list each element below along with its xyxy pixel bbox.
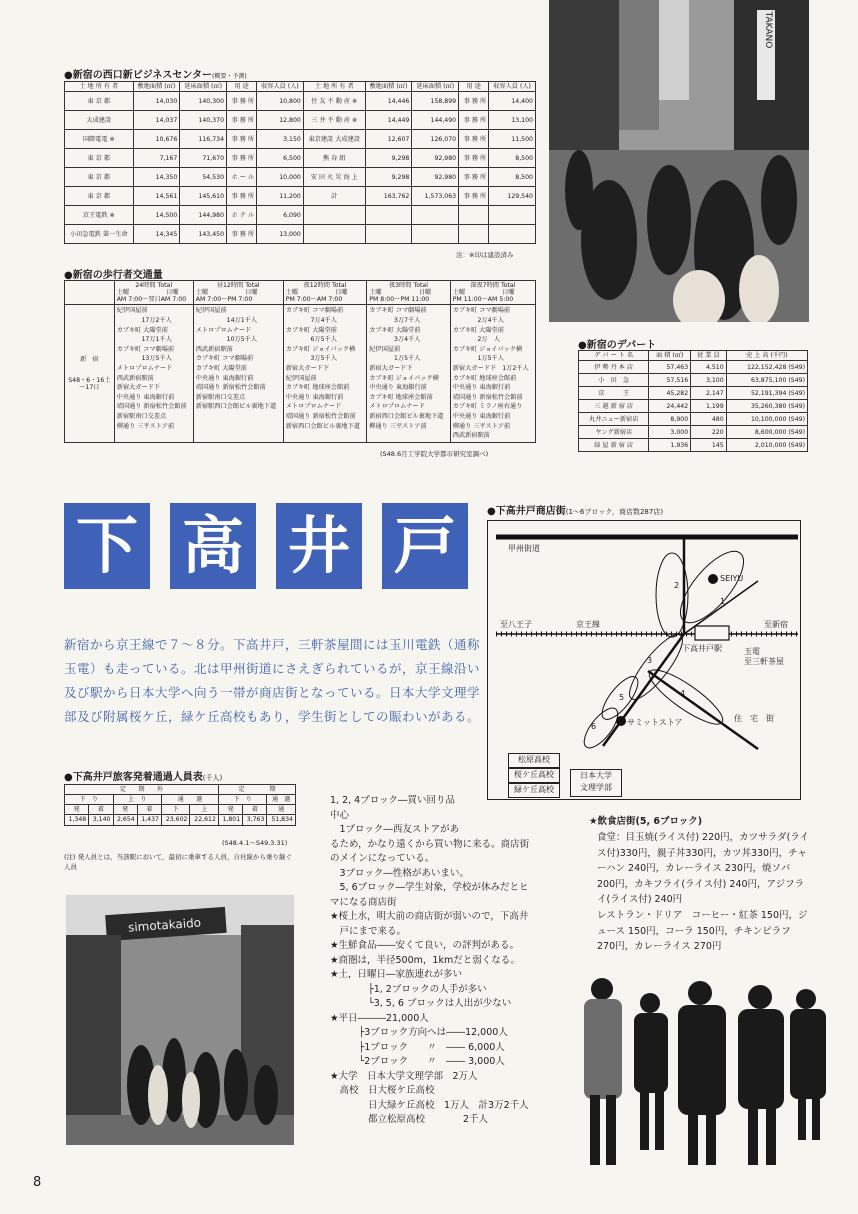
map-koshu-label: 甲州街道	[508, 544, 540, 553]
table-cell: 三 越 新 宿 店	[579, 400, 649, 413]
table-cell: 2,654	[113, 815, 137, 825]
pedestrian-title: ●新宿の歩行者交通量	[64, 270, 163, 281]
table-header-cell	[283, 281, 366, 305]
table-cell: ヤング新宿店	[579, 426, 649, 439]
table-cell: 3,000	[649, 426, 691, 439]
table-cell: 7,167	[133, 149, 180, 168]
table-cell: 14,446	[365, 92, 412, 111]
table-cell: 事 務 所	[459, 168, 489, 187]
table-cell: 緑 屋 新 宿 店	[579, 439, 649, 452]
table-cell: 1,573,063	[412, 187, 459, 206]
table-header-cell	[450, 281, 535, 305]
map-station-label: 下高井戸駅	[682, 644, 722, 653]
table-cell: 126,070	[412, 130, 459, 149]
table-cell: 小田急電鉄 第一生命	[65, 225, 134, 244]
table-cell: 144,490	[412, 111, 459, 130]
table-cell: 京 王	[579, 387, 649, 400]
svg-text:TAKANO: TAKANO	[763, 11, 773, 49]
dept-table	[578, 350, 808, 452]
table-cell: カブキ町 コマ劇場前 7万4千人 カブキ町 大陽堂前 6万5千人 カブキ町 ジョイパック横 3万5千人 新宿大ガード下 紀伊国屋前 カブキ町 地球座会館前 中央通り 東海銀行前 メトロプロムナード 靖国通り 新宿松竹会館前 新宿西口会館ビル裏地下道	[283, 305, 366, 442]
table-header-cell: 用 途	[227, 82, 257, 92]
table-cell: 480	[691, 413, 727, 426]
table-cell: 熊 谷 組	[303, 149, 365, 168]
table-cell: 事 務 所	[459, 130, 489, 149]
table-cell: 22,612	[190, 815, 218, 825]
table-cell: 2,010,000 (S49)	[726, 439, 807, 452]
map-block-4: 4	[680, 689, 686, 698]
table-row	[65, 92, 536, 111]
table-cell: 丸井ニュー新宿店	[579, 413, 649, 426]
table-cell: 24,442	[649, 400, 691, 413]
row-label: 新 宿 S48・6・16土 〜17日	[65, 305, 115, 442]
pedestrian-source: (S48.6月工学院大学都市研究室調べ)	[380, 450, 489, 458]
table-row	[65, 168, 536, 187]
table-cell	[489, 206, 536, 225]
page-number: 8	[33, 1175, 42, 1190]
table-cell: 事 務 所	[459, 92, 489, 111]
dept-title: ●新宿のデパート	[578, 340, 657, 351]
table-cell: 三 井 不 動 産 ※	[303, 111, 365, 130]
table-cell: 11,500	[489, 130, 536, 149]
table-header-cell: 土 地 所 有 者	[65, 82, 134, 92]
table-cell: 6,090	[257, 206, 304, 225]
table-row	[579, 400, 808, 413]
walkers-photo	[570, 975, 832, 1175]
table-header-cell: 通 過	[267, 795, 296, 805]
header-sub: 土曜 日曜 PM 11:00〜AM 5:00	[452, 289, 515, 304]
map-keio-label: 京王線	[576, 620, 600, 629]
table-cell: 144,980	[180, 206, 227, 225]
table-cell: 6,500	[257, 149, 304, 168]
table-cell: カブキ町 コマ劇場前 3万7千人 カブキ町 大陽堂前 3万4千人 紀伊国屋前 1万5千人 新宿大ガード下 カブキ町 ジョイパック横 中央通り 東海銀行前 カブキ町 地球座会館前 メトロプロムナード 新宿西口会館ビル裏地下道 柳通り 三平ストア前	[367, 305, 450, 442]
table-header-cell: 通 過	[162, 795, 219, 805]
business-center-table	[64, 81, 536, 244]
table-cell: 1,437	[137, 815, 161, 825]
table-cell: 14,350	[133, 168, 180, 187]
table-cell: 14,449	[365, 111, 412, 130]
table-header-cell: 従 業 員	[691, 351, 727, 361]
table-cell: 158,899	[412, 92, 459, 111]
table-header-cell	[193, 281, 283, 305]
table-header-cell: 着	[243, 805, 267, 815]
header-sub: 土曜 日曜 PM 7:00〜AM 7:00	[285, 289, 348, 304]
blocks-description: 1, 2, 4ブロック―買い回り品 中心 1ブロック―西友ストアがあ るため，かなり遠くから買い物に来る。商店街 のメインになっている。 3ブロック―性格があいまい。 5, 6ブロック―学生対象，学校が休みだとヒ マになる商店街 ★桜上水，明大前の商店街が弱いので，下高井 戸にまで来る。 ★生鮮食品――安くて良い，の評判がある。 ★商圏は，半径500m，1kmだと弱くなる。 ★土，日曜日―家族連れが多い ├1, 2ブロックの人手が多い └3, 5, 6 ブロックは人出が少ない ★平日―――21,000人 ├3ブロック方向へは――12,000人 ├1ブロック 〃 ―― 6,000人 └2ブロック 〃 ―― 3,000人 ★大学 日本大学文理学部 2万人 高校 日大桜ケ丘高校 日大緑ケ丘高校 1万人 計3万2千人 都立松原高校 2千人	[330, 795, 530, 1125]
table-header-cell: 発	[113, 805, 137, 815]
table-cell: カブキ町 コマ劇場前 2万4千人 カブキ町 大陽堂前 2万 人 カブキ町 ジョイパック横 1万5千人 新宿大ガード下 1万2千人 カブキ町 地球座会館前 中央通り 東海銀行前 靖国通り 新宿松竹会館前 カブキ町 ミラノ座右通り 中央通り 東海銀行前 柳通り 三平ストア前 西武新宿駅前	[450, 305, 535, 442]
table-cell: 事 務 所	[227, 187, 257, 206]
table-header-cell: 上 り	[113, 795, 162, 805]
table-cell: 57,463	[649, 361, 691, 374]
map-nichidai: 日本大学 文理学部	[570, 769, 622, 797]
table-cell: 9,298	[365, 149, 412, 168]
table-cell: 54,530	[180, 168, 227, 187]
table-header-cell: 定 期	[218, 785, 295, 795]
shotengai-map	[487, 520, 801, 800]
intro-text: 新宿から京王線で７〜８分。下高井戸，三軒茶屋間には玉川電鉄（通称玉電）も走っている。北は甲州街道にさえぎられているが，京王線沿い及び駅から日本大学へ向う一帯が商店街となっている。日本大学文理学部及び附属桜ケ丘，緑ケ丘高校もあり，学生街としての賑わいがある。	[64, 637, 481, 724]
table-cell: 14,500	[133, 206, 180, 225]
table-row	[579, 413, 808, 426]
table-header-cell: 敷地面積 (㎡)	[133, 82, 180, 92]
table-header-cell: 土 地 所 有 者	[303, 82, 365, 92]
passenger-period: (S48.4.1〜S49.3.31)	[222, 839, 288, 847]
table-cell	[412, 225, 459, 244]
map-title: ●下高井戸商店街(1〜6ブロック，商店数287店)	[487, 506, 664, 517]
table-cell: 東 京 都	[65, 92, 134, 111]
header-label: 夜12時間 Total	[303, 282, 347, 289]
table-cell: 3,150	[257, 130, 304, 149]
table-cell: 紀伊国屋前 17万2千人 カブキ町 大陽堂前 17万1千人 カブキ町 コマ劇場前 13万5千人 メトロプロムナード 西武新宿駅前 新宿大ガード下 中央通り 東海銀行前 靖国通り 新宿松竹会館前 新宿駅南口交差点 柳通り 三平ストア前	[114, 305, 193, 442]
table-cell: 116,734	[180, 130, 227, 149]
table-header-cell: 延床面積 (㎡)	[180, 82, 227, 92]
table-cell: 57,516	[649, 374, 691, 387]
shinjuku-street-photo	[549, 0, 809, 322]
hero-char-2: 高	[170, 503, 256, 589]
table-cell: 東 京 都	[65, 168, 134, 187]
table-header-cell: 定 期 外	[65, 785, 219, 795]
table-cell: ホ テ ル	[227, 206, 257, 225]
table-header-cell: 下	[162, 805, 190, 815]
table-cell	[489, 225, 536, 244]
business-center-title: ●新宿の西口新ビジネスセンター(概要・予测)	[64, 70, 247, 81]
table-cell: 事 務 所	[459, 149, 489, 168]
food-shokudo: 食堂：目玉焼(ライス付) 220円，カツサラダ(ライス付)330円，親子丼330円，カツ丼330円，チャーハン 240円，カレーライス 230円，焼ソバ 200円，カキフライ(ライス付) 240円，アジフライ(ライス付) 240円	[597, 832, 810, 905]
table-row	[65, 111, 536, 130]
table-header-cell: 収容人員 (人)	[489, 82, 536, 92]
map-block-3: 3	[647, 656, 653, 665]
passenger-title: ●下高井戸旅客発着通過人員表(千人)	[64, 772, 223, 783]
table-cell: 事 務 所	[227, 149, 257, 168]
header-sub: 土曜 日曜 AM 7:00〜PM 7:00	[195, 289, 258, 304]
table-cell: 13,100	[489, 111, 536, 130]
map-tamaden-label: 玉電 至三軒茶屋	[744, 647, 784, 666]
passenger-note: (注) 発人員とは，当該駅において，最初に乗車する人員，自社線から乗り継ぐ人員	[64, 853, 293, 871]
table-cell	[365, 206, 412, 225]
map-block-1: 1	[720, 597, 726, 606]
table-cell: 事 務 所	[459, 111, 489, 130]
table-header-cell	[367, 281, 450, 305]
table-header-cell: 収容人員 (人)	[257, 82, 304, 92]
table-cell: 紀伊国屋前 14万1千人 メトロプロムナード 10万5千人 西武新宿駅前 カブキ町 コマ劇場前 カブキ町 大陽堂前 中央通り 東海銀行前 靖国通り 新宿松竹会館前 新宿駅南口交差点 新宿駅西口会館ビル裏地下道	[193, 305, 283, 442]
table-row	[579, 387, 808, 400]
table-row	[65, 206, 536, 225]
table-header-row	[65, 281, 536, 305]
table-cell: 大成建設	[65, 111, 134, 130]
table-cell: 14,030	[133, 92, 180, 111]
table-cell: 8,500	[489, 149, 536, 168]
table-cell	[459, 225, 489, 244]
table-cell: 52,191,394 (S49)	[726, 387, 807, 400]
table-cell	[412, 206, 459, 225]
table-header-cell: 下 り	[218, 795, 267, 805]
table-cell: 92,980	[412, 168, 459, 187]
table-cell: 10,800	[257, 92, 304, 111]
table-row	[65, 149, 536, 168]
map-block-6: 6	[591, 722, 597, 731]
table-header-cell: 延床面積 (㎡)	[412, 82, 459, 92]
map-summit-label: サミットストア	[627, 718, 683, 727]
table-cell: 10,000	[257, 168, 304, 187]
table-cell: 122,152,428 (S49)	[726, 361, 807, 374]
table-cell: 35,260,380 (S49)	[726, 400, 807, 413]
table-header-cell	[114, 281, 193, 305]
map-school-midorigaoka: 緑ケ丘高校	[508, 783, 560, 798]
table-cell: 14,400	[489, 92, 536, 111]
table-cell	[459, 206, 489, 225]
table-row	[579, 361, 808, 374]
table-cell: 10,100,000 (S49)	[726, 413, 807, 426]
table-cell: 14,037	[133, 111, 180, 130]
table-cell	[365, 225, 412, 244]
table-header-row	[579, 351, 808, 361]
table-cell: 事 務 所	[227, 130, 257, 149]
table-cell: 3,140	[89, 815, 113, 825]
table-cell: 14,561	[133, 187, 180, 206]
table-cell: 92,980	[412, 149, 459, 168]
photo-sign-text: simotakaido	[127, 915, 202, 935]
table-cell: 13,000	[257, 225, 304, 244]
map-seiyu-label: SEIYU	[720, 574, 744, 583]
shotengai-photo	[66, 895, 294, 1145]
table-cell: 1,936	[649, 439, 691, 452]
map-block-5: 5	[619, 693, 625, 702]
table-cell: 事 務 所	[227, 92, 257, 111]
table-cell: 住 友 不 動 産 ※	[303, 92, 365, 111]
table-cell: 8,500	[489, 168, 536, 187]
table-cell: 23,602	[162, 815, 190, 825]
table-cell: 14,345	[133, 225, 180, 244]
table-cell: 事 務 所	[227, 225, 257, 244]
food-restaurant: レストラン・ドリア コーヒー・紅茶 150円，ジュース 150円，コーラ 150円，チキンピラフ 270円，カレーライス 270円	[597, 910, 808, 952]
header-label: 昼12時間 Total	[216, 282, 260, 289]
table-cell: 伊 勢 丹 本 店	[579, 361, 649, 374]
hero-char-3: 井	[276, 503, 362, 589]
table-header-row	[65, 805, 296, 815]
table-row	[579, 374, 808, 387]
table-cell: 129,540	[489, 187, 536, 206]
table-cell: 事 務 所	[459, 187, 489, 206]
table-cell: 小 田 急	[579, 374, 649, 387]
table-cell: 1,801	[218, 815, 242, 825]
table-header-cell: 通	[267, 805, 296, 815]
pedestrian-table	[64, 280, 536, 443]
header-sub: 土曜 日曜 PM 8:00〜PM 11:00	[369, 289, 432, 304]
header-label: 24時間 Total	[135, 282, 173, 289]
table-cell: 4,510	[691, 361, 727, 374]
table-cell: 11,200	[257, 187, 304, 206]
table-cell	[65, 281, 115, 305]
table-header-cell: 発	[65, 805, 89, 815]
table-cell: 140,300	[180, 92, 227, 111]
table-cell: 国際電電 ※	[65, 130, 134, 149]
table-cell: 163,762	[365, 187, 412, 206]
passenger-table	[64, 784, 296, 826]
hero-char-1: 下	[64, 503, 150, 589]
hero-char-4: 戸	[382, 503, 468, 589]
table-header-cell: 用 途	[459, 82, 489, 92]
table-cell: 12,607	[365, 130, 412, 149]
table-cell: 63,875,100 (S49)	[726, 374, 807, 387]
business-center-footnote: 注：※印は建設済み	[456, 251, 514, 259]
map-residential-label: 住 宅 街	[734, 714, 774, 723]
table-cell: 8,600,000 (S49)	[726, 426, 807, 439]
table-row	[65, 225, 536, 244]
map-block-2: 2	[674, 581, 680, 590]
table-row	[579, 439, 808, 452]
table-cell: 45,282	[649, 387, 691, 400]
table-cell: 事 務 所	[227, 111, 257, 130]
table-row	[65, 305, 536, 442]
table-header-cell: 面 積 (㎡)	[649, 351, 691, 361]
table-header-cell: デ パ ー ト 名	[579, 351, 649, 361]
map-school-matsubara: 松原高校	[508, 753, 560, 768]
table-cell: 1,348	[65, 815, 89, 825]
table-cell: 10,676	[133, 130, 180, 149]
table-cell: 東 京 都	[65, 149, 134, 168]
table-header-cell: 下 り	[65, 795, 114, 805]
map-hachioji-label: 至八王子	[500, 620, 532, 629]
table-cell: 1,199	[691, 400, 727, 413]
map-school-sakuragaoka: 桜ケ丘高校	[508, 768, 560, 783]
table-header-row	[65, 785, 296, 795]
table-header-cell: 売 上 高 (千円)	[726, 351, 807, 361]
table-cell: 51,834	[267, 815, 296, 825]
table-cell	[303, 206, 365, 225]
table-row	[65, 187, 536, 206]
header-label: 深夜7時間 Total	[470, 282, 516, 289]
table-row	[579, 426, 808, 439]
table-cell: 220	[691, 426, 727, 439]
table-cell: 安 田 火 災 海 上	[303, 168, 365, 187]
table-cell: 計	[303, 187, 365, 206]
table-header-cell: 発	[218, 805, 242, 815]
table-cell	[303, 225, 365, 244]
table-cell: 143,450	[180, 225, 227, 244]
table-cell: 145	[691, 439, 727, 452]
table-header-row	[65, 795, 296, 805]
table-header-cell: 敷地面積 (㎡)	[365, 82, 412, 92]
table-row	[65, 815, 296, 825]
map-shinjuku-label: 至新宿	[764, 620, 788, 629]
table-cell: 2,147	[691, 387, 727, 400]
header-label: 夜3時間 Total	[389, 282, 428, 289]
table-cell: 3,100	[691, 374, 727, 387]
table-cell: 3,763	[243, 815, 267, 825]
table-row	[65, 130, 536, 149]
table-cell: 京王電鉄 ※	[65, 206, 134, 225]
table-cell: 71,670	[180, 149, 227, 168]
table-header-row	[65, 82, 536, 92]
food-title: ★飲食店街(5, 6ブロック)	[589, 816, 703, 827]
table-cell: 東京建設 大成建設	[303, 130, 365, 149]
table-cell: ホ ー ル	[227, 168, 257, 187]
table-cell: 東 京 都	[65, 187, 134, 206]
table-cell: 140,370	[180, 111, 227, 130]
table-header-cell: 着	[137, 805, 161, 815]
table-cell: 8,900	[649, 413, 691, 426]
table-cell: 145,610	[180, 187, 227, 206]
header-sub: 土曜 日曜 AM 7:00〜翌日AM 7:00	[116, 289, 187, 304]
table-cell: 9,298	[365, 168, 412, 187]
table-header-cell: 上	[190, 805, 218, 815]
table-cell: 12,800	[257, 111, 304, 130]
table-header-cell: 着	[89, 805, 113, 815]
